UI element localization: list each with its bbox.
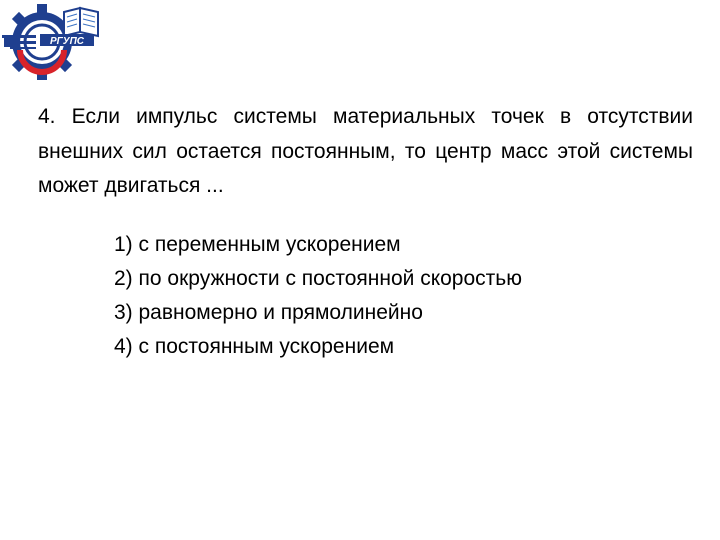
question-text: 4. Если импульс системы материальных точек в отсутствии внешних сил остается постоянным, то центр масс этой системы может двигаться ...	[38, 105, 693, 197]
answer-options-list	[114, 228, 522, 364]
logo-text: РГУПС	[50, 36, 84, 47]
university-gear-book-logo-icon	[2, 2, 106, 84]
university-logo	[2, 2, 106, 84]
answer-option-2[interactable]: 2) по окружности с постоянной скоростью	[114, 267, 522, 290]
answer-option-1[interactable]: 1) с переменным ускорением	[114, 233, 401, 256]
answer-option-3[interactable]: 3) равномерно и прямолинейно	[114, 301, 423, 324]
answer-option-4[interactable]: 4) с постоянным ускорением	[114, 335, 395, 358]
